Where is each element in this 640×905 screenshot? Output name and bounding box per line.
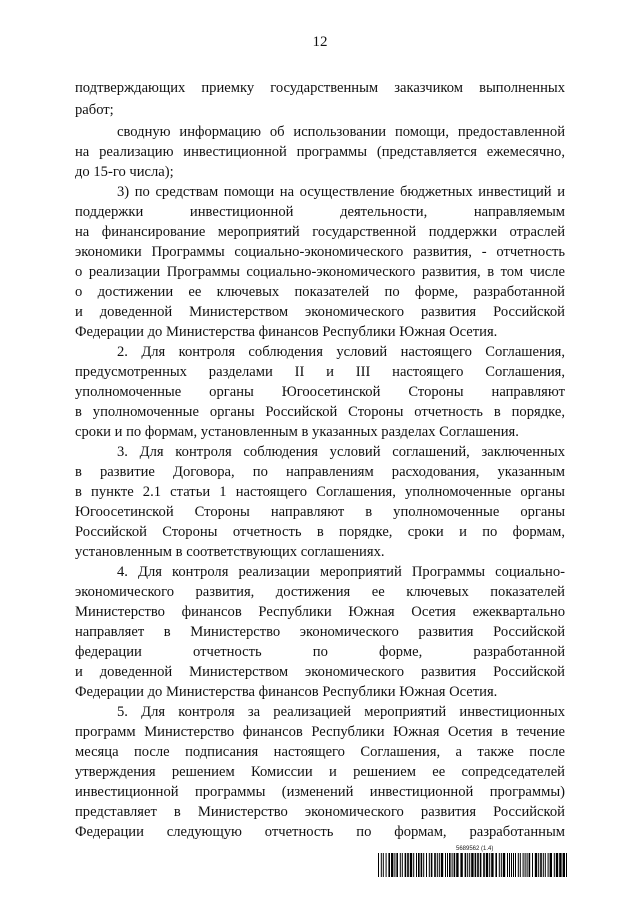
text-line: уполномоченные органы Югоосетинской Стороны направляют bbox=[75, 384, 565, 400]
text-line: и доведенной Министерством экономического развития Российской bbox=[75, 304, 565, 320]
text-line: до 15-го числа); bbox=[75, 164, 174, 180]
text-line: программ Министерство финансов Республики Южная Осетия в течение bbox=[75, 724, 565, 740]
text-line: в уполномоченные органы Российской Стороны отчетность в порядке, bbox=[75, 404, 565, 420]
text-line: Югоосетинской Стороны направляют в уполномоченные органы bbox=[75, 504, 565, 520]
text-line: Федерации до Министерства финансов Республики Южная Осетия. bbox=[75, 324, 498, 340]
text-line: утверждения решением Комиссии и решением ее сопредседателей bbox=[75, 764, 565, 780]
text-line: направляет в Министерство экономического развития Российской bbox=[75, 624, 565, 640]
text-line: 3) по средствам помощи на осуществление бюджетных инвестиций и bbox=[117, 184, 565, 200]
text-line: сроки и по формам, установленным в указанных разделах Соглашения. bbox=[75, 424, 519, 440]
text-line: подтверждающих приемку государственным заказчиком выполненных bbox=[75, 80, 565, 96]
text-line: месяца после подписания настоящего Соглашения, а также после bbox=[75, 744, 565, 760]
text-line: сводную информацию об использовании помощи, предоставленной bbox=[117, 124, 565, 140]
text-line: 2. Для контроля соблюдения условий настоящего Соглашения, bbox=[117, 344, 565, 360]
barcode-caption: 5689562 (1.4) bbox=[456, 846, 494, 852]
text-line: 4. Для контроля реализации мероприятий Программы социально- bbox=[117, 564, 565, 580]
text-line: федерации отчетность по форме, разработанной bbox=[75, 644, 565, 660]
text-line: предусмотренных разделами II и III настоящего Соглашения, bbox=[75, 364, 565, 380]
text-line: установленным в соответствующих соглашениях. bbox=[75, 544, 385, 560]
text-line: Федерации до Министерства финансов Республики Южная Осетия. bbox=[75, 684, 498, 700]
text-line: работ; bbox=[75, 102, 114, 118]
page-number: 12 bbox=[312, 34, 328, 50]
text-line: экономического развития, достижения ее ключевых показателей bbox=[75, 584, 565, 600]
text-line: и доведенной Министерством экономического развития Российской bbox=[75, 664, 565, 680]
text-line: в пункте 2.1 статьи 1 настоящего Соглашения, уполномоченные органы bbox=[75, 484, 565, 500]
text-line: Федерации следующую отчетность по формам, разработанным bbox=[75, 824, 565, 840]
text-line: в развитие Договора, по направлениям расходования, указанным bbox=[75, 464, 565, 480]
text-line: 5. Для контроля за реализацией мероприятий инвестиционных bbox=[117, 704, 565, 720]
text-line: о достижении ее ключевых показателей по форме, разработанной bbox=[75, 284, 565, 300]
text-line: на реализацию инвестиционной программы (представляется ежемесячно, bbox=[75, 144, 565, 160]
text-line: Российской Стороны отчетность в порядке, сроки и по формам, bbox=[75, 524, 565, 540]
barcode bbox=[378, 853, 570, 877]
text-line: на финансирование мероприятий государственной поддержки отраслей bbox=[75, 224, 565, 240]
text-line: представляет в Министерство экономического развития Российской bbox=[75, 804, 565, 820]
text-line: Министерство финансов Республики Южная Осетия ежеквартально bbox=[75, 604, 565, 620]
text-line: поддержки инвестиционной деятельности, направляемым bbox=[75, 204, 565, 220]
text-line: экономики Программы социально-экономического развития, - отчетность bbox=[75, 244, 565, 260]
text-line: о реализации Программы социально-экономического развития, в том числе bbox=[75, 264, 565, 280]
text-line: 3. Для контроля соблюдения условий соглашений, заключенных bbox=[117, 444, 565, 460]
text-line: инвестиционной программы (изменений инвестиционной программы) bbox=[75, 784, 565, 800]
